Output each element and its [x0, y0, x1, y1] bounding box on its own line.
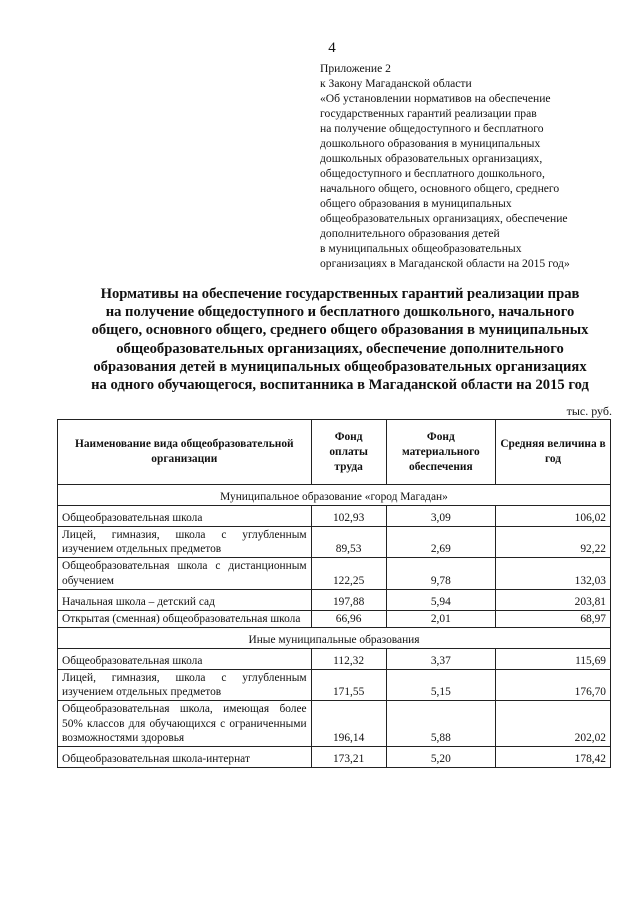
- cell-material: 5,94: [386, 589, 495, 610]
- section-row: [58, 485, 611, 506]
- title-line: на одного обучающегося, воспитанника в Магаданской области на 2015 год: [91, 377, 589, 394]
- cell-average: 202,02: [496, 701, 611, 747]
- cell-labor: 173,21: [311, 747, 386, 768]
- header-average: Средняя величина в год: [496, 420, 611, 485]
- appendix-line: Приложение 2: [320, 62, 391, 75]
- cell-material: 2,69: [386, 527, 495, 558]
- cell-name: Общеобразовательная школа, имеющая более 50% классов для обучающихся с ограниченными возможностями здоровья: [58, 701, 312, 747]
- table-row: [58, 527, 611, 558]
- title-line: образования детей в муниципальных общеобразовательных организациях: [93, 358, 587, 375]
- cell-material: 5,88: [386, 701, 495, 747]
- cell-name: Общеобразовательная школа-интернат: [58, 747, 312, 768]
- cell-name: Общеобразовательная школа: [58, 649, 312, 670]
- section-title: Муниципальное образование «город Магадан»: [58, 485, 611, 506]
- header-fund-labor: Фонд оплаты труда: [311, 420, 386, 485]
- title-line: общеобразовательных организациях, обеспечение дополнительного: [116, 340, 564, 357]
- cell-labor: 196,14: [311, 701, 386, 747]
- cell-average: 178,42: [496, 747, 611, 768]
- table-row: [58, 589, 611, 610]
- cell-labor: 171,55: [311, 670, 386, 701]
- section-title: Иные муниципальные образования: [58, 628, 611, 649]
- table-row: [58, 649, 611, 670]
- appendix-line: дополнительного образования детей: [320, 227, 500, 240]
- cell-average: 176,70: [496, 670, 611, 701]
- cell-material: 5,20: [386, 747, 495, 768]
- cell-labor: 102,93: [311, 506, 386, 527]
- cell-material: 9,78: [386, 558, 495, 589]
- appendix-line: общего образования в муниципальных: [320, 197, 512, 210]
- document-title: [60, 285, 620, 394]
- cell-labor: 66,96: [311, 610, 386, 627]
- cell-average: 132,03: [496, 558, 611, 589]
- appendix-line: на получение общедоступного и бесплатного: [320, 122, 544, 135]
- appendix-line: организациях в Магаданской области на 2015 год»: [320, 257, 570, 270]
- cell-labor: 197,88: [311, 589, 386, 610]
- cell-material: 5,15: [386, 670, 495, 701]
- cell-average: 92,22: [496, 527, 611, 558]
- cell-name: Открытая (сменная) общеобразовательная школа: [58, 610, 312, 627]
- cell-name: Начальная школа – детский сад: [58, 589, 312, 610]
- cell-labor: 89,53: [311, 527, 386, 558]
- cell-material: 3,09: [386, 506, 495, 527]
- cell-material: 2,01: [386, 610, 495, 627]
- cell-average: 68,97: [496, 610, 611, 627]
- appendix-line: к Закону Магаданской области: [320, 77, 472, 90]
- table-row: [58, 701, 611, 747]
- cell-labor: 112,32: [311, 649, 386, 670]
- cell-name: Общеобразовательная школа с дистанционным обучением: [58, 558, 312, 589]
- appendix-line: дошкольных образовательных организациях,: [320, 152, 543, 165]
- appendix-line: дошкольного образования в муниципальных: [320, 137, 541, 150]
- table-row: [58, 670, 611, 701]
- table-row: [58, 506, 611, 527]
- table-row: [58, 747, 611, 768]
- appendix-line: начального общего, основного общего, среднего: [320, 182, 560, 195]
- title-line: общего, основного общего, среднего общего образования в муниципальных: [91, 322, 589, 339]
- cell-name: Лицей, гимназия, школа с углубленным изучением отдельных предметов: [58, 527, 312, 558]
- appendix-line: «Об установлении нормативов на обеспечение: [320, 92, 551, 105]
- section-row: [58, 628, 611, 649]
- cell-name: Лицей, гимназия, школа с углубленным изучением отдельных предметов: [58, 670, 312, 701]
- header-name: Наименование вида общеобразовательной организации: [58, 420, 312, 485]
- title-line: Нормативы на обеспечение государственных гарантий реализации прав: [100, 286, 580, 302]
- appendix-block: [320, 61, 620, 271]
- norms-table: [57, 419, 611, 768]
- appendix-line: общеобразовательных организациях, обеспечение: [320, 212, 568, 225]
- title-line: на получение общедоступного и бесплатного дошкольного, начального: [105, 304, 575, 321]
- table-row: [58, 610, 611, 627]
- table-row: [58, 558, 611, 589]
- appendix-line: в муниципальных общеобразовательных: [320, 242, 522, 255]
- cell-labor: 122,25: [311, 558, 386, 589]
- cell-name: Общеобразовательная школа: [58, 506, 312, 527]
- page-number: 4: [328, 40, 336, 56]
- units-label: тыс. руб.: [566, 404, 612, 418]
- table-header-row: [58, 420, 611, 485]
- header-fund-material: Фонд материального обеспечения: [386, 420, 495, 485]
- appendix-line: общедоступного и бесплатного дошкольного,: [320, 167, 545, 180]
- appendix-line: государственных гарантий реализации прав: [320, 107, 537, 120]
- cell-material: 3,37: [386, 649, 495, 670]
- cell-average: 106,02: [496, 506, 611, 527]
- cell-average: 203,81: [496, 589, 611, 610]
- cell-average: 115,69: [496, 649, 611, 670]
